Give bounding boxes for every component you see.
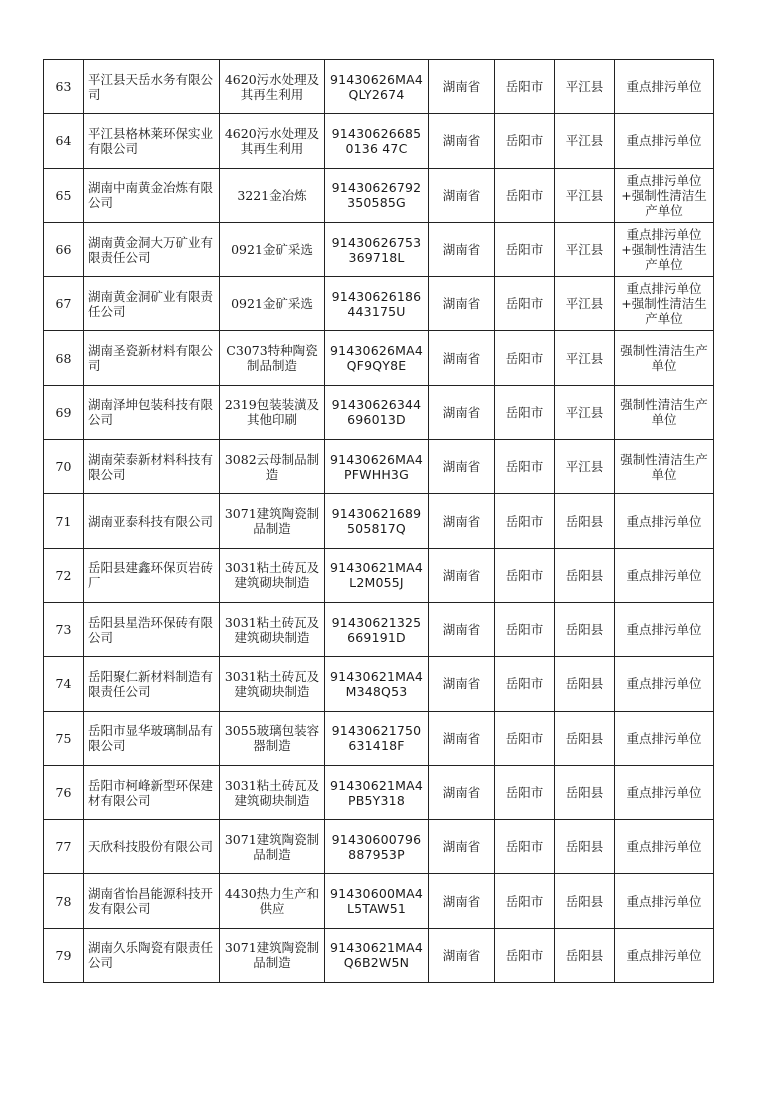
industry-category-cell: C3073特种陶瓷制品制造	[220, 331, 325, 385]
city-cell: 岳阳市	[495, 765, 555, 819]
unit-type-cell: 重点排污单位	[615, 602, 714, 656]
table-row	[44, 222, 714, 276]
industry-category-cell: 3031粘土砖瓦及建筑砌块制造	[220, 765, 325, 819]
industry-category-cell: 4620污水处理及其再生利用	[220, 114, 325, 168]
county-cell: 岳阳县	[555, 765, 615, 819]
company-name-cell: 湖南荣泰新材料科技有限公司	[84, 440, 220, 494]
unit-type-cell: 重点排污单位+强制性清洁生产单位	[615, 222, 714, 276]
unit-type-cell: 重点排污单位	[615, 765, 714, 819]
company-name-cell: 湖南亚泰科技有限公司	[84, 494, 220, 548]
province-cell: 湖南省	[429, 765, 495, 819]
credit-code-cell: 91430621MA4M348Q53	[325, 657, 429, 711]
company-name-cell: 岳阳县星浩环保砖有限公司	[84, 602, 220, 656]
city-cell: 岳阳市	[495, 385, 555, 439]
county-cell: 岳阳县	[555, 711, 615, 765]
city-cell: 岳阳市	[495, 222, 555, 276]
row-number-cell: 63	[44, 60, 84, 114]
row-number-cell: 76	[44, 765, 84, 819]
table-row	[44, 114, 714, 168]
industry-category-cell: 4620污水处理及其再生利用	[220, 60, 325, 114]
row-number-cell: 77	[44, 820, 84, 874]
province-cell: 湖南省	[429, 874, 495, 928]
company-name-cell: 湖南久乐陶瓷有限责任公司	[84, 928, 220, 982]
city-cell: 岳阳市	[495, 114, 555, 168]
unit-type-cell: 重点排污单位	[615, 820, 714, 874]
company-name-cell: 湖南黄金洞大万矿业有限责任公司	[84, 222, 220, 276]
county-cell: 平江县	[555, 277, 615, 331]
table-row	[44, 277, 714, 331]
industry-category-cell: 4430热力生产和供应	[220, 874, 325, 928]
industry-category-cell: 3082云母制品制造	[220, 440, 325, 494]
city-cell: 岳阳市	[495, 874, 555, 928]
city-cell: 岳阳市	[495, 331, 555, 385]
company-name-cell: 岳阳聚仁新材料制造有限责任公司	[84, 657, 220, 711]
credit-code-cell: 91430626753369718L	[325, 222, 429, 276]
table-row	[44, 928, 714, 982]
credit-code-cell: 91430626MA4QLY2674	[325, 60, 429, 114]
table-row	[44, 548, 714, 602]
city-cell: 岳阳市	[495, 168, 555, 222]
unit-type-cell: 重点排污单位	[615, 928, 714, 982]
province-cell: 湖南省	[429, 331, 495, 385]
city-cell: 岳阳市	[495, 820, 555, 874]
province-cell: 湖南省	[429, 114, 495, 168]
row-number-cell: 67	[44, 277, 84, 331]
province-cell: 湖南省	[429, 928, 495, 982]
credit-code-cell: 91430621689505817Q	[325, 494, 429, 548]
credit-code-cell: 91430626792350585G	[325, 168, 429, 222]
company-name-cell: 平江县格林莱环保实业有限公司	[84, 114, 220, 168]
credit-code-cell: 91430621325669191D	[325, 602, 429, 656]
county-cell: 平江县	[555, 60, 615, 114]
table-row	[44, 168, 714, 222]
county-cell: 平江县	[555, 440, 615, 494]
row-number-cell: 73	[44, 602, 84, 656]
city-cell: 岳阳市	[495, 928, 555, 982]
row-number-cell: 65	[44, 168, 84, 222]
row-number-cell: 70	[44, 440, 84, 494]
province-cell: 湖南省	[429, 60, 495, 114]
credit-code-cell: 91430626344696013D	[325, 385, 429, 439]
unit-type-cell: 重点排污单位+强制性清洁生产单位	[615, 277, 714, 331]
industry-category-cell: 0921金矿采选	[220, 222, 325, 276]
table-row	[44, 60, 714, 114]
company-name-cell: 湖南泽坤包装科技有限公司	[84, 385, 220, 439]
company-name-cell: 湖南中南黄金冶炼有限公司	[84, 168, 220, 222]
company-name-cell: 湖南省怡昌能源科技开发有限公司	[84, 874, 220, 928]
table-row	[44, 331, 714, 385]
unit-type-cell: 强制性清洁生产单位	[615, 440, 714, 494]
county-cell: 平江县	[555, 114, 615, 168]
county-cell: 岳阳县	[555, 548, 615, 602]
city-cell: 岳阳市	[495, 440, 555, 494]
province-cell: 湖南省	[429, 222, 495, 276]
row-number-cell: 69	[44, 385, 84, 439]
unit-type-cell: 强制性清洁生产单位	[615, 331, 714, 385]
table-row	[44, 657, 714, 711]
company-name-cell: 天欣科技股份有限公司	[84, 820, 220, 874]
unit-type-cell: 重点排污单位+强制性清洁生产单位	[615, 168, 714, 222]
credit-code-cell: 91430621MA4L2M055J	[325, 548, 429, 602]
credit-code-cell: 91430600MA4L5TAW51	[325, 874, 429, 928]
city-cell: 岳阳市	[495, 602, 555, 656]
county-cell: 平江县	[555, 168, 615, 222]
industry-category-cell: 3031粘土砖瓦及建筑砌块制造	[220, 657, 325, 711]
industry-category-cell: 0921金矿采选	[220, 277, 325, 331]
province-cell: 湖南省	[429, 602, 495, 656]
industry-category-cell: 3031粘土砖瓦及建筑砌块制造	[220, 548, 325, 602]
unit-type-cell: 重点排污单位	[615, 494, 714, 548]
county-cell: 平江县	[555, 385, 615, 439]
unit-type-cell: 重点排污单位	[615, 657, 714, 711]
industry-category-cell: 3071建筑陶瓷制品制造	[220, 928, 325, 982]
unit-type-cell: 重点排污单位	[615, 711, 714, 765]
credit-code-cell: 91430621MA4PB5Y318	[325, 765, 429, 819]
company-name-cell: 平江县天岳水务有限公司	[84, 60, 220, 114]
company-name-cell: 湖南黄金洞矿业有限责任公司	[84, 277, 220, 331]
table-row	[44, 820, 714, 874]
company-name-cell: 岳阳县建鑫环保页岩砖厂	[84, 548, 220, 602]
province-cell: 湖南省	[429, 385, 495, 439]
province-cell: 湖南省	[429, 494, 495, 548]
county-cell: 岳阳县	[555, 820, 615, 874]
table-row	[44, 440, 714, 494]
row-number-cell: 64	[44, 114, 84, 168]
table-row	[44, 765, 714, 819]
company-name-cell: 岳阳市柯峰新型环保建材有限公司	[84, 765, 220, 819]
credit-code-cell: 91430626186443175U	[325, 277, 429, 331]
row-number-cell: 71	[44, 494, 84, 548]
credit-code-cell: 91430621MA4Q6B2W5N	[325, 928, 429, 982]
row-number-cell: 79	[44, 928, 84, 982]
province-cell: 湖南省	[429, 277, 495, 331]
unit-type-cell: 强制性清洁生产单位	[615, 385, 714, 439]
credit-code-cell: 91430600796887953P	[325, 820, 429, 874]
unit-type-cell: 重点排污单位	[615, 60, 714, 114]
row-number-cell: 78	[44, 874, 84, 928]
table-row	[44, 602, 714, 656]
city-cell: 岳阳市	[495, 277, 555, 331]
row-number-cell: 66	[44, 222, 84, 276]
county-cell: 平江县	[555, 222, 615, 276]
row-number-cell: 72	[44, 548, 84, 602]
county-cell: 岳阳县	[555, 602, 615, 656]
industry-category-cell: 3031粘土砖瓦及建筑砌块制造	[220, 602, 325, 656]
enterprise-table	[43, 59, 714, 983]
credit-code-cell: 91430626MA4QF9QY8E	[325, 331, 429, 385]
table-row	[44, 874, 714, 928]
table-body	[44, 60, 714, 983]
county-cell: 平江县	[555, 331, 615, 385]
county-cell: 岳阳县	[555, 874, 615, 928]
industry-category-cell: 3055玻璃包装容器制造	[220, 711, 325, 765]
city-cell: 岳阳市	[495, 60, 555, 114]
unit-type-cell: 重点排污单位	[615, 114, 714, 168]
province-cell: 湖南省	[429, 711, 495, 765]
table-row	[44, 711, 714, 765]
province-cell: 湖南省	[429, 440, 495, 494]
row-number-cell: 74	[44, 657, 84, 711]
province-cell: 湖南省	[429, 820, 495, 874]
credit-code-cell: 914306266850136 47C	[325, 114, 429, 168]
industry-category-cell: 3071建筑陶瓷制品制造	[220, 820, 325, 874]
row-number-cell: 68	[44, 331, 84, 385]
table-row	[44, 494, 714, 548]
city-cell: 岳阳市	[495, 548, 555, 602]
industry-category-cell: 3071建筑陶瓷制品制造	[220, 494, 325, 548]
credit-code-cell: 91430621750631418F	[325, 711, 429, 765]
county-cell: 岳阳县	[555, 494, 615, 548]
province-cell: 湖南省	[429, 168, 495, 222]
city-cell: 岳阳市	[495, 711, 555, 765]
county-cell: 岳阳县	[555, 928, 615, 982]
industry-category-cell: 2319包装装潢及其他印刷	[220, 385, 325, 439]
row-number-cell: 75	[44, 711, 84, 765]
city-cell: 岳阳市	[495, 494, 555, 548]
unit-type-cell: 重点排污单位	[615, 548, 714, 602]
credit-code-cell: 91430626MA4PFWHH3G	[325, 440, 429, 494]
county-cell: 岳阳县	[555, 657, 615, 711]
table-row	[44, 385, 714, 439]
province-cell: 湖南省	[429, 657, 495, 711]
industry-category-cell: 3221金冶炼	[220, 168, 325, 222]
company-name-cell: 湖南圣瓷新材料有限公司	[84, 331, 220, 385]
unit-type-cell: 重点排污单位	[615, 874, 714, 928]
province-cell: 湖南省	[429, 548, 495, 602]
company-name-cell: 岳阳市显华玻璃制品有限公司	[84, 711, 220, 765]
city-cell: 岳阳市	[495, 657, 555, 711]
